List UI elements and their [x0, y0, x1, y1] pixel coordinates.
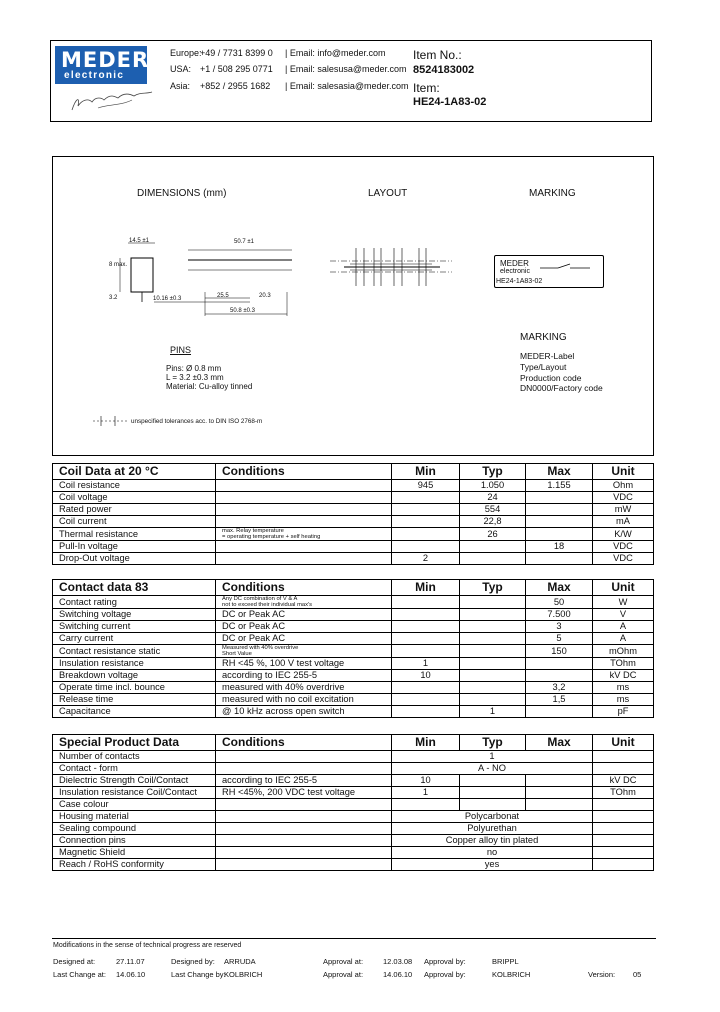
approval-at-value: 12.03.08 [383, 957, 413, 966]
param-typ [460, 694, 526, 706]
param-min [392, 682, 460, 694]
param-max: 3 [526, 621, 593, 633]
table-row [53, 682, 654, 694]
table-row [53, 847, 654, 859]
param-max [526, 658, 593, 670]
coil-title: Coil Data at 20 °C [53, 464, 216, 480]
param-typ [460, 799, 526, 811]
param-conditions: DC or Peak AC [216, 621, 392, 633]
param-conditions: RH <45 %, 100 V test voltage [216, 658, 392, 670]
param-unit [593, 823, 654, 835]
param-value: no [392, 847, 593, 859]
param-unit: VDC [593, 541, 654, 553]
layout-drawing [330, 248, 452, 288]
param-unit: VDC [593, 492, 654, 504]
param-min [392, 633, 460, 645]
param-conditions [216, 596, 392, 609]
param-name: Drop-Out voltage [53, 553, 216, 565]
param-min: 2 [392, 553, 460, 565]
param-conditions: according to IEC 255-5 [216, 670, 392, 682]
param-value: Copper alloy tin plated [392, 835, 593, 847]
condition-line: Short Value [222, 651, 252, 657]
designed-at-label: Designed at: [53, 957, 96, 966]
param-name: Operate time incl. bounce [53, 682, 216, 694]
item-label: Item: [413, 81, 440, 95]
param-conditions [216, 811, 392, 823]
param-conditions [216, 541, 392, 553]
reed-switch-symbol [540, 262, 590, 274]
param-name: Insulation resistance [53, 658, 216, 670]
condition-line: not to exceed their individual max's [222, 602, 313, 608]
param-typ [460, 670, 526, 682]
table-row [53, 492, 654, 504]
last-change-at-label: Last Change at: [53, 970, 106, 979]
contact-title: Contact data 83 [53, 580, 216, 596]
param-name: Coil voltage [53, 492, 216, 504]
param-max [526, 775, 593, 787]
table-row [53, 541, 654, 553]
param-conditions [216, 751, 392, 763]
last-change-at-value: 14.06.10 [116, 970, 146, 979]
approval-at-label: Approval at: [323, 957, 364, 966]
col-typ: Typ [460, 735, 526, 751]
table-row [53, 553, 654, 565]
param-name: Connection pins [53, 835, 216, 847]
table-row [53, 504, 654, 516]
table-row [53, 811, 654, 823]
param-min [392, 799, 460, 811]
param-name: Contact - form [53, 763, 216, 775]
param-unit: mA [593, 516, 654, 528]
approval-by-value: BRIPPL [492, 957, 519, 966]
table-row [53, 694, 654, 706]
table-row [53, 823, 654, 835]
param-name: Coil resistance [53, 480, 216, 492]
param-min: 1 [392, 787, 460, 799]
dim-pin-len: 3.2 [109, 295, 118, 301]
param-name: Breakdown voltage [53, 670, 216, 682]
param-min [392, 492, 460, 504]
condition-line: Any DC combination of V & A [222, 596, 298, 602]
param-typ [460, 596, 526, 609]
table-row [53, 621, 654, 633]
special-data-table [52, 734, 654, 871]
param-max: 7.500 [526, 609, 593, 621]
param-max [526, 799, 593, 811]
dim-pitch2: 25.5 [217, 293, 229, 299]
param-unit [593, 835, 654, 847]
param-name: Release time [53, 694, 216, 706]
footer-divider [52, 938, 656, 939]
param-name: Contact resistance static [53, 645, 216, 658]
table-row [53, 799, 654, 811]
param-min [392, 504, 460, 516]
param-typ [460, 621, 526, 633]
param-conditions [216, 492, 392, 504]
special-header-row [53, 735, 654, 751]
param-unit: kV DC [593, 670, 654, 682]
item-value: HE24-1A83-02 [413, 96, 487, 108]
param-unit: TOhm [593, 658, 654, 670]
col-min: Min [392, 464, 460, 480]
param-unit: Ohm [593, 480, 654, 492]
param-typ [460, 553, 526, 565]
param-unit [593, 847, 654, 859]
param-conditions: @ 10 kHz across open switch [216, 706, 392, 718]
version-label: Version: [588, 970, 616, 979]
param-max [526, 553, 593, 565]
param-typ [460, 633, 526, 645]
param-max: 1.155 [526, 480, 593, 492]
marking2-line2: Type/Layout [520, 362, 567, 372]
layout-title: LAYOUT [368, 188, 408, 199]
param-name: Rated power [53, 504, 216, 516]
param-name: Contact rating [53, 596, 216, 609]
contact-email-usa[interactable]: | Email: salesusa@meder.com [285, 64, 407, 74]
param-conditions: according to IEC 255-5 [216, 775, 392, 787]
param-value: 1 [392, 751, 593, 763]
marking-label-line2: electronic [500, 268, 530, 275]
marking2-line4: DN0000/Factory code [520, 383, 603, 393]
param-max [526, 528, 593, 541]
param-min [392, 645, 460, 658]
param-typ: 26 [460, 528, 526, 541]
param-max: 50 [526, 596, 593, 609]
param-value: A - NO [392, 763, 593, 775]
param-min [392, 706, 460, 718]
param-min [392, 541, 460, 553]
marking-label-line3: HE24-1A83-02 [496, 278, 543, 285]
table-row [53, 859, 654, 871]
param-typ: 554 [460, 504, 526, 516]
param-max: 3,2 [526, 682, 593, 694]
contact-region-europe: Europe: [170, 48, 202, 58]
coil-header-row [53, 464, 654, 480]
param-unit: A [593, 621, 654, 633]
param-name: Insulation resistance Coil/Contact [53, 787, 216, 799]
param-conditions [216, 480, 392, 492]
table-row [53, 480, 654, 492]
marking-title: MARKING [529, 188, 576, 199]
col-max: Max [526, 580, 593, 596]
last-change-by-value: KOLBRICH [224, 970, 263, 979]
param-name: Switching voltage [53, 609, 216, 621]
param-unit: TOhm [593, 787, 654, 799]
param-conditions [216, 859, 392, 871]
param-unit: ms [593, 694, 654, 706]
param-unit [593, 799, 654, 811]
param-min: 945 [392, 480, 460, 492]
param-unit: A [593, 633, 654, 645]
contact-email-europe[interactable]: | Email: info@meder.com [285, 48, 386, 58]
param-name: Sealing compound [53, 823, 216, 835]
table-row [53, 658, 654, 670]
coil-data-table [52, 463, 654, 565]
param-conditions: DC or Peak AC [216, 633, 392, 645]
param-name: Switching current [53, 621, 216, 633]
footer-note: Modifications in the sense of technical progress are reserved [53, 942, 242, 949]
logo-text: MEDER [61, 48, 150, 72]
col-typ: Typ [460, 464, 526, 480]
dim-width: 14.5 ±1 [129, 238, 149, 244]
param-unit: pF [593, 706, 654, 718]
param-min [392, 516, 460, 528]
param-unit [593, 751, 654, 763]
param-name: Dielectric Strength Coil/Contact [53, 775, 216, 787]
table-row [53, 775, 654, 787]
param-unit [593, 763, 654, 775]
param-max [526, 706, 593, 718]
tolerance-symbol [93, 415, 129, 427]
param-unit: W [593, 596, 654, 609]
param-unit: ms [593, 682, 654, 694]
param-typ [460, 682, 526, 694]
param-typ: 22,8 [460, 516, 526, 528]
col-min: Min [392, 580, 460, 596]
approval-by2-value: KOLBRICH [492, 970, 531, 979]
contact-phone-usa: +1 / 508 295 0771 [200, 64, 273, 74]
param-conditions: measured with 40% overdrive [216, 682, 392, 694]
table-row [53, 706, 654, 718]
condition-line: Measured with 40% overdrive [222, 645, 299, 651]
param-typ: 1 [460, 706, 526, 718]
param-unit: kV DC [593, 775, 654, 787]
contact-data-table [52, 579, 654, 718]
param-conditions [216, 528, 392, 541]
param-typ [460, 541, 526, 553]
contact-region-asia: Asia: [170, 81, 191, 91]
param-typ: 24 [460, 492, 526, 504]
param-min [392, 528, 460, 541]
dim-pitch3: 20.3 [259, 293, 271, 299]
table-row [53, 670, 654, 682]
pins-line1: Pins: Ø 0.8 mm [166, 364, 222, 373]
pins-line3: Material: Cu-alloy tinned [166, 382, 253, 391]
param-min: 10 [392, 775, 460, 787]
designed-by-label: Designed by: [171, 957, 215, 966]
param-name: Case colour [53, 799, 216, 811]
contact-region-usa: USA: [170, 64, 192, 74]
param-name: Magnetic Shield [53, 847, 216, 859]
condition-line: = operating temperature + self heating [222, 534, 321, 540]
designed-by-value: ARRUDA [224, 957, 256, 966]
table-row [53, 609, 654, 621]
logo-subtext: electronic [64, 70, 125, 81]
approval-at2-value: 14.06.10 [383, 970, 413, 979]
col-unit: Unit [593, 464, 654, 480]
param-max [526, 670, 593, 682]
col-conditions: Conditions [216, 735, 392, 751]
param-typ [460, 645, 526, 658]
approval-by-label: Approval by: [424, 957, 466, 966]
param-unit: VDC [593, 553, 654, 565]
param-conditions [216, 553, 392, 565]
param-max: 150 [526, 645, 593, 658]
col-max: Max [526, 464, 593, 480]
table-row [53, 751, 654, 763]
meder-logo [55, 46, 150, 84]
col-typ: Typ [460, 580, 526, 596]
param-conditions [216, 504, 392, 516]
param-min: 1 [392, 658, 460, 670]
param-conditions: DC or Peak AC [216, 609, 392, 621]
dim-height: 8 max. [109, 262, 128, 268]
param-conditions [216, 516, 392, 528]
col-unit: Unit [593, 735, 654, 751]
table-row [53, 633, 654, 645]
param-name: Thermal resistance [53, 528, 216, 541]
table-row [53, 516, 654, 528]
param-conditions [216, 763, 392, 775]
contact-email-asia[interactable]: | Email: salesasia@meder.com [285, 81, 409, 91]
pins-title: PINS [170, 345, 192, 355]
contact-phone-asia: +852 / 2955 1682 [200, 81, 271, 91]
marking2-line3: Production code [520, 373, 582, 383]
param-typ [460, 775, 526, 787]
special-title: Special Product Data [53, 735, 216, 751]
pins-line2: L = 3.2 ±0.3 mm [166, 373, 224, 382]
condition-line: max. Relay temperature [222, 528, 284, 534]
param-conditions [216, 645, 392, 658]
param-max [526, 516, 593, 528]
param-conditions [216, 847, 392, 859]
param-unit: V [593, 609, 654, 621]
marking2-line1: MEDER-Label [520, 351, 575, 361]
param-min [392, 609, 460, 621]
param-value: yes [392, 859, 593, 871]
param-name: Capacitance [53, 706, 216, 718]
table-row [53, 596, 654, 609]
contact-header-row [53, 580, 654, 596]
item-no-value: 8524183002 [413, 64, 475, 76]
param-min [392, 694, 460, 706]
param-conditions: measured with no coil excitation [216, 694, 392, 706]
tolerance-note: unspecified tolerances acc. to DIN ISO 2768-m [131, 418, 263, 425]
param-min: 10 [392, 670, 460, 682]
table-row [53, 763, 654, 775]
param-typ [460, 609, 526, 621]
param-typ [460, 658, 526, 670]
last-change-by-label: Last Change by: [171, 970, 226, 979]
approval-at2-label: Approval at: [323, 970, 364, 979]
marking2-title: MARKING [520, 332, 567, 343]
param-conditions: RH <45%, 200 VDC test voltage [216, 787, 392, 799]
marking-label-line1: MEDER [500, 259, 529, 268]
param-conditions [216, 835, 392, 847]
param-name: Carry current [53, 633, 216, 645]
param-max: 18 [526, 541, 593, 553]
param-max: 1,5 [526, 694, 593, 706]
param-max: 5 [526, 633, 593, 645]
dimensions-title: DIMENSIONS (mm) [137, 188, 227, 199]
col-min: Min [392, 735, 460, 751]
item-no-label: Item No.: [413, 48, 462, 62]
version-value: 05 [633, 970, 642, 979]
param-name: Number of contacts [53, 751, 216, 763]
dim-length: 50.7 ±1 [234, 239, 254, 245]
param-conditions [216, 823, 392, 835]
table-row [53, 787, 654, 799]
param-max [526, 492, 593, 504]
col-conditions: Conditions [216, 464, 392, 480]
dim-pitch1: 10.16 ±0.3 [153, 296, 182, 302]
table-row [53, 528, 654, 541]
param-name: Reach / RoHS conformity [53, 859, 216, 871]
slogan-script [68, 88, 158, 118]
table-row [53, 645, 654, 658]
param-typ: 1.050 [460, 480, 526, 492]
designed-at-value: 27.11.07 [116, 957, 145, 966]
dim-pitch4: 50.8 ±0.3 [230, 308, 255, 314]
param-max [526, 504, 593, 516]
param-conditions [216, 799, 392, 811]
col-unit: Unit [593, 580, 654, 596]
param-typ [460, 787, 526, 799]
param-unit: K/W [593, 528, 654, 541]
param-unit: mW [593, 504, 654, 516]
param-min [392, 621, 460, 633]
param-unit: mOhm [593, 645, 654, 658]
col-conditions: Conditions [216, 580, 392, 596]
param-name: Pull-In voltage [53, 541, 216, 553]
param-min [392, 596, 460, 609]
param-name: Coil current [53, 516, 216, 528]
param-name: Housing material [53, 811, 216, 823]
approval-by2-label: Approval by: [424, 970, 466, 979]
contact-phone-europe: +49 / 7731 8399 0 [200, 48, 273, 58]
param-value: Polyurethan [392, 823, 593, 835]
table-row [53, 835, 654, 847]
col-max: Max [526, 735, 593, 751]
param-max [526, 787, 593, 799]
param-unit [593, 859, 654, 871]
param-unit [593, 811, 654, 823]
param-value: Polycarbonat [392, 811, 593, 823]
